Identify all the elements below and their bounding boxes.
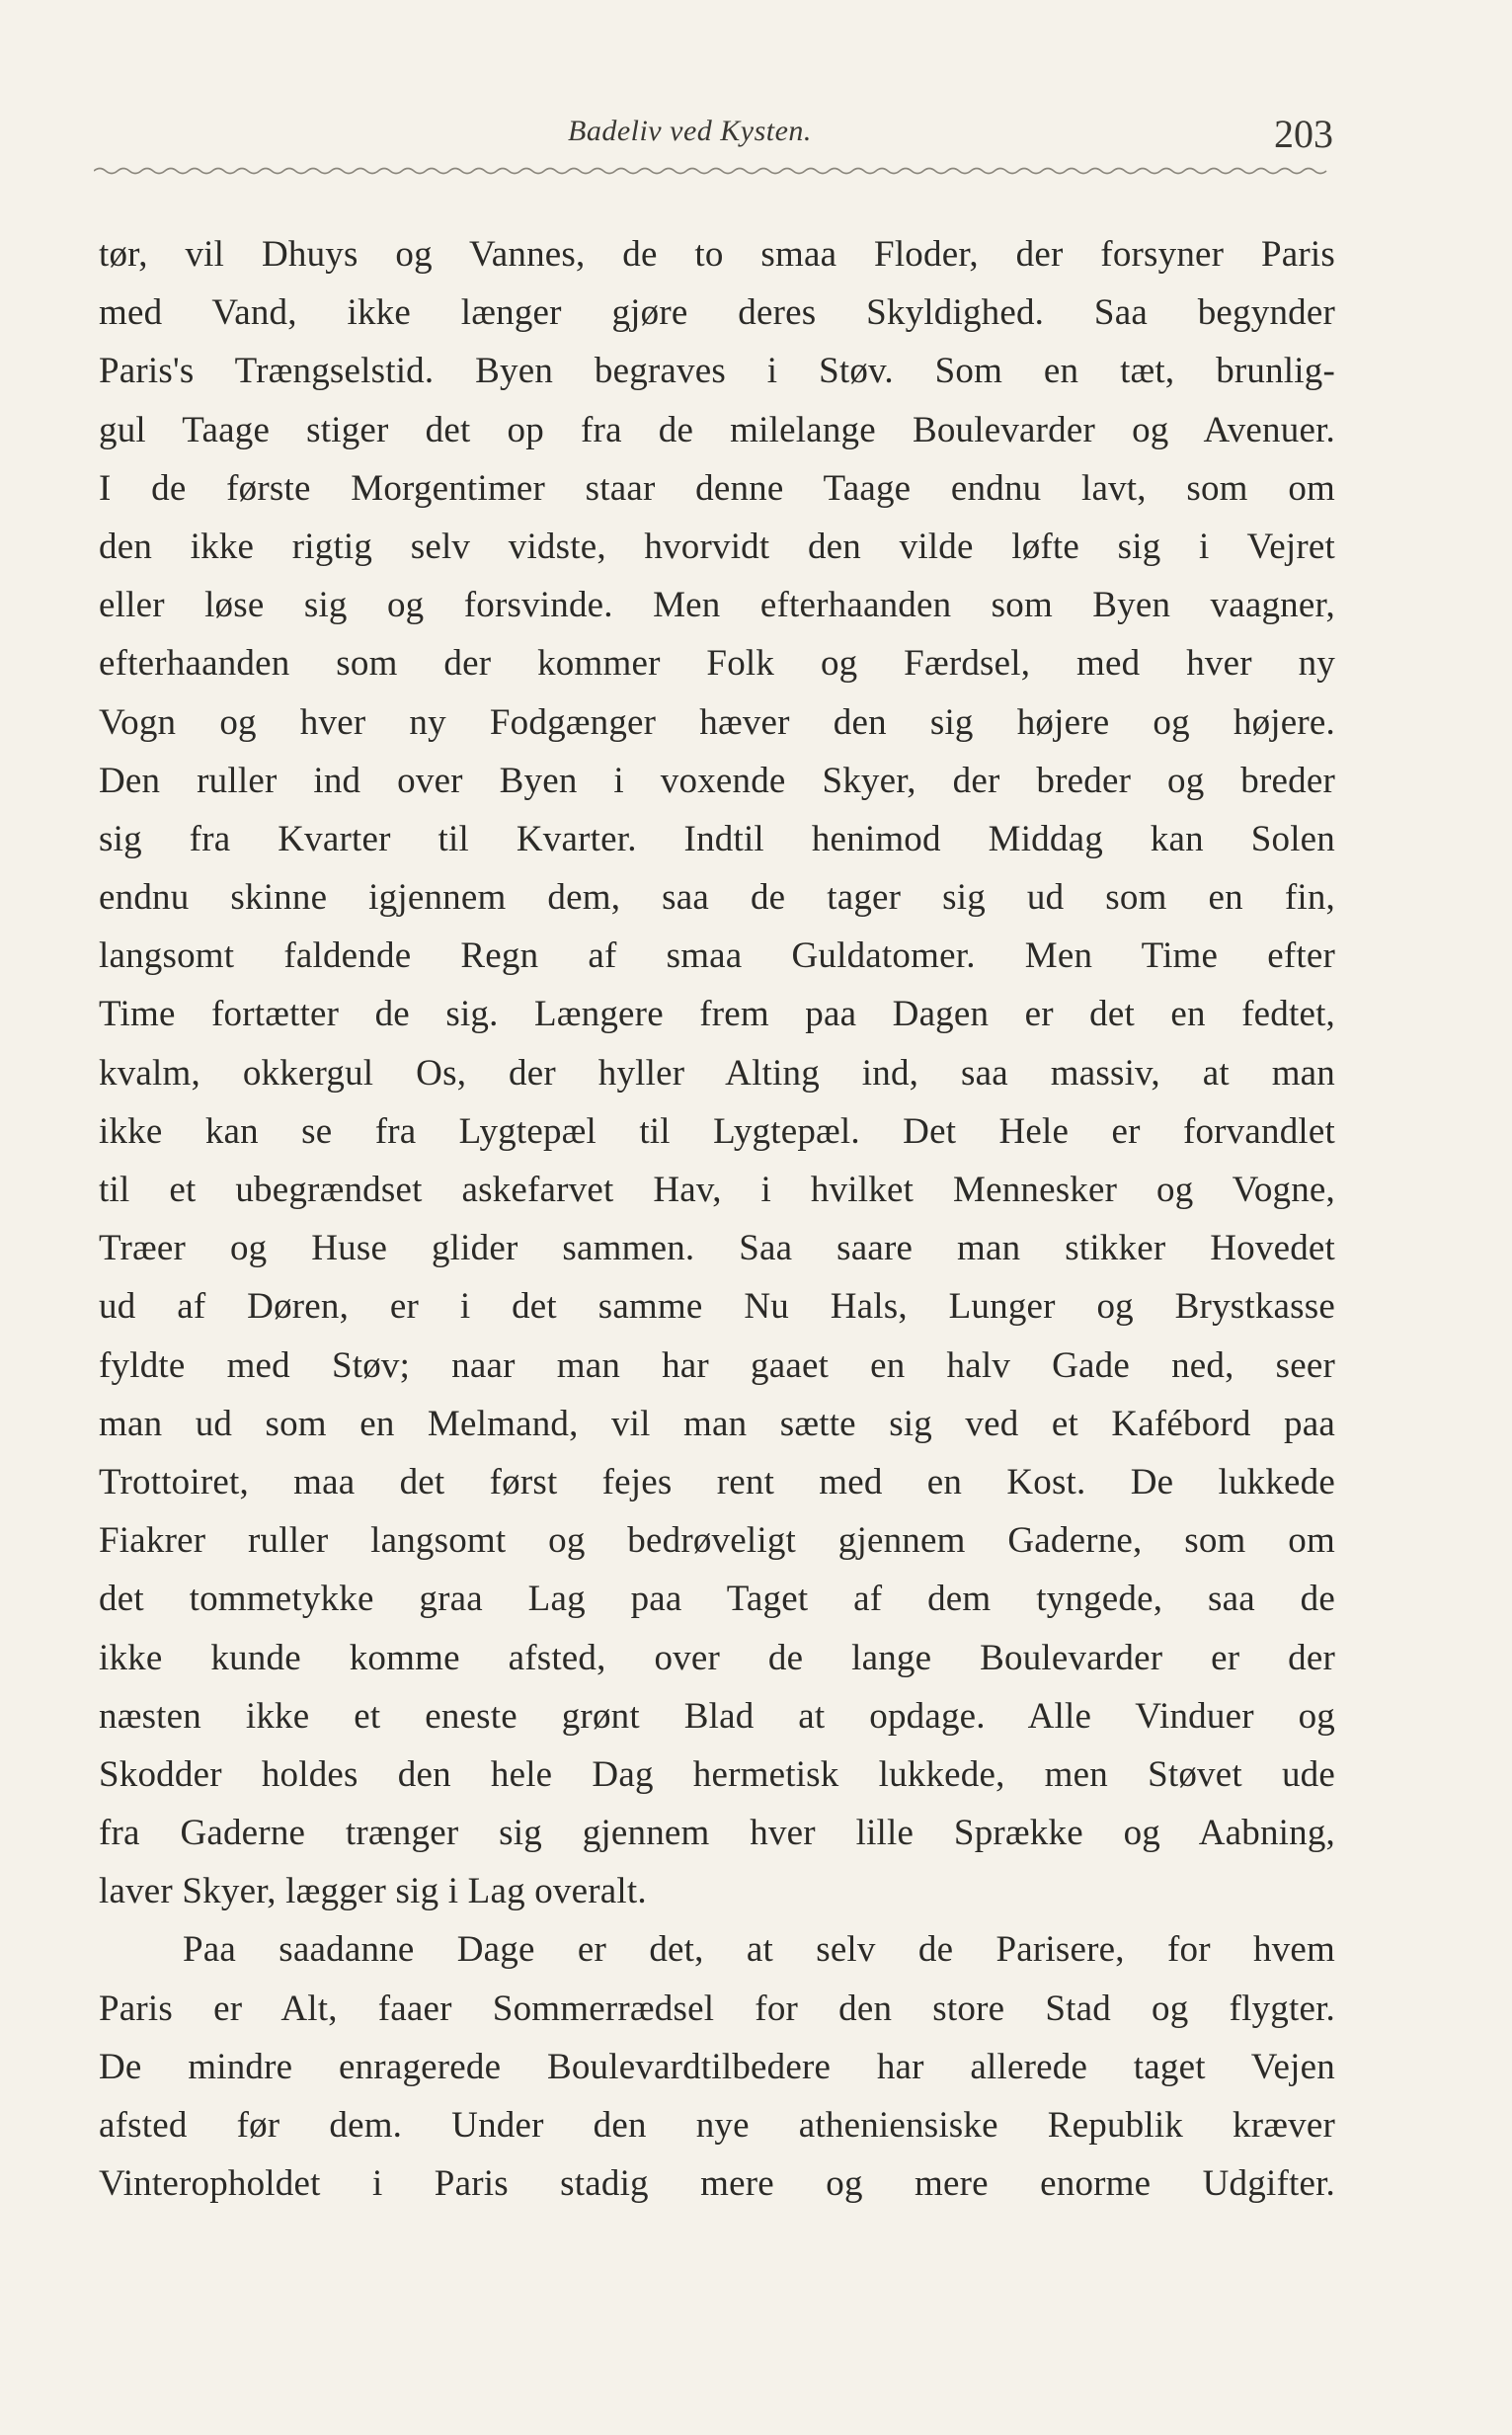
text-line: Paris er Alt, faaer Sommerrædsel for den store Stad og flygter. — [99, 1988, 1335, 2029]
text-line: Paa saadanne Dage er det, at selv de Parisere, for hvem — [183, 1929, 1335, 1971]
body-text — [99, 225, 1335, 2213]
text-line: Vogn og hver ny Fodgænger hæver den sig højere og højere. — [99, 701, 1335, 743]
text-line: efterhaanden som der kommer Folk og Færdsel, med hver ny — [99, 643, 1335, 685]
text-line: sig fra Kvarter til Kvarter. Indtil henimod Middag kan Solen — [99, 818, 1335, 859]
text-line: Paris's Trængselstid. Byen begraves i Støv. Som en tæt, brunlig- — [99, 351, 1335, 392]
text-line: langsomt faldende Regn af smaa Guldatomer. Men Time efter — [99, 935, 1335, 977]
text-line: ikke kunde komme afsted, over de lange Boulevarder er der — [99, 1637, 1335, 1678]
text-line: endnu skinne igjennem dem, saa de tager sig ud som en fin, — [99, 877, 1335, 919]
text-line: Fiakrer ruller langsomt og bedrøveligt gjennem Gaderne, som om — [99, 1520, 1335, 1562]
text-line: med Vand, ikke længer gjøre deres Skyldighed. Saa begynder — [99, 292, 1335, 334]
text-line: afsted før dem. Under den nye atheniensiske Republik kræver — [99, 2105, 1335, 2146]
page-header — [94, 107, 1333, 186]
text-line: den ikke rigtig selv vidste, hvorvidt den vilde løfte sig i Vejret — [99, 526, 1335, 567]
text-line: ikke kan se fra Lygtepæl til Lygtepæl. Det Hele er forvandlet — [99, 1110, 1335, 1152]
text-line: kvalm, okkergul Os, der hyller Alting ind, saa massiv, at man — [99, 1052, 1335, 1094]
page-number: 203 — [1274, 112, 1333, 156]
text-line: ud af Døren, er i det samme Nu Hals, Lunger og Brystkasse — [99, 1286, 1335, 1328]
text-line: eller løse sig og forsvinde. Men efterhaanden som Byen vaagner, — [99, 585, 1335, 626]
text-line: Time fortætter de sig. Længere frem paa Dagen er det en fedtet, — [99, 994, 1335, 1035]
text-line: til et ubegrændset askefarvet Hav, i hvilket Mennesker og Vogne, — [99, 1170, 1335, 1210]
text-line: Træer og Huse glider sammen. Saa saare man stikker Hovedet — [99, 1228, 1335, 1269]
text-line: fra Gaderne trænger sig gjennem hver lille Sprække og Aabning, — [99, 1813, 1335, 1854]
text-line: gul Taage stiger det op fra de milelange Boulevarder og Avenuer. — [99, 409, 1335, 450]
text-line: I de første Morgentimer staar denne Taage endnu lavt, som om — [99, 467, 1335, 509]
text-line: det tommetykke graa Lag paa Taget af dem tyngede, saa de — [99, 1579, 1335, 1620]
text-line: fyldte med Støv; naar man har gaaet en halv Gade ned, seer — [99, 1344, 1335, 1386]
text-line: Vinteropholdet i Paris stadig mere og mere enorme Udgifter. — [99, 2163, 1335, 2205]
text-line: Skodder holdes den hele Dag hermetisk lukkede, men Støvet ude — [99, 1753, 1335, 1795]
text-line: man ud som en Melmand, vil man sætte sig ved et Kafébord paa — [99, 1403, 1335, 1444]
text-line: næsten ikke et eneste grønt Blad at opdage. Alle Vinduer og — [99, 1695, 1335, 1737]
text-line: Trottoiret, maa det først fejes rent med en Kost. De lukkede — [99, 1461, 1335, 1502]
text-line: tør, vil Dhuys og Vannes, de to smaa Floder, der forsyner Paris — [99, 234, 1335, 275]
text-line: De mindre enragerede Boulevardtilbedere har allerede taget Vejen — [99, 2046, 1335, 2087]
text-line: Den ruller ind over Byen i voxende Skyer, der breder og breder — [99, 760, 1335, 801]
running-title: Badeliv ved Kysten. — [568, 115, 812, 147]
text-line: laver Skyer, lægger sig i Lag overalt. — [99, 1871, 647, 1912]
decorative-rule — [94, 164, 1333, 178]
